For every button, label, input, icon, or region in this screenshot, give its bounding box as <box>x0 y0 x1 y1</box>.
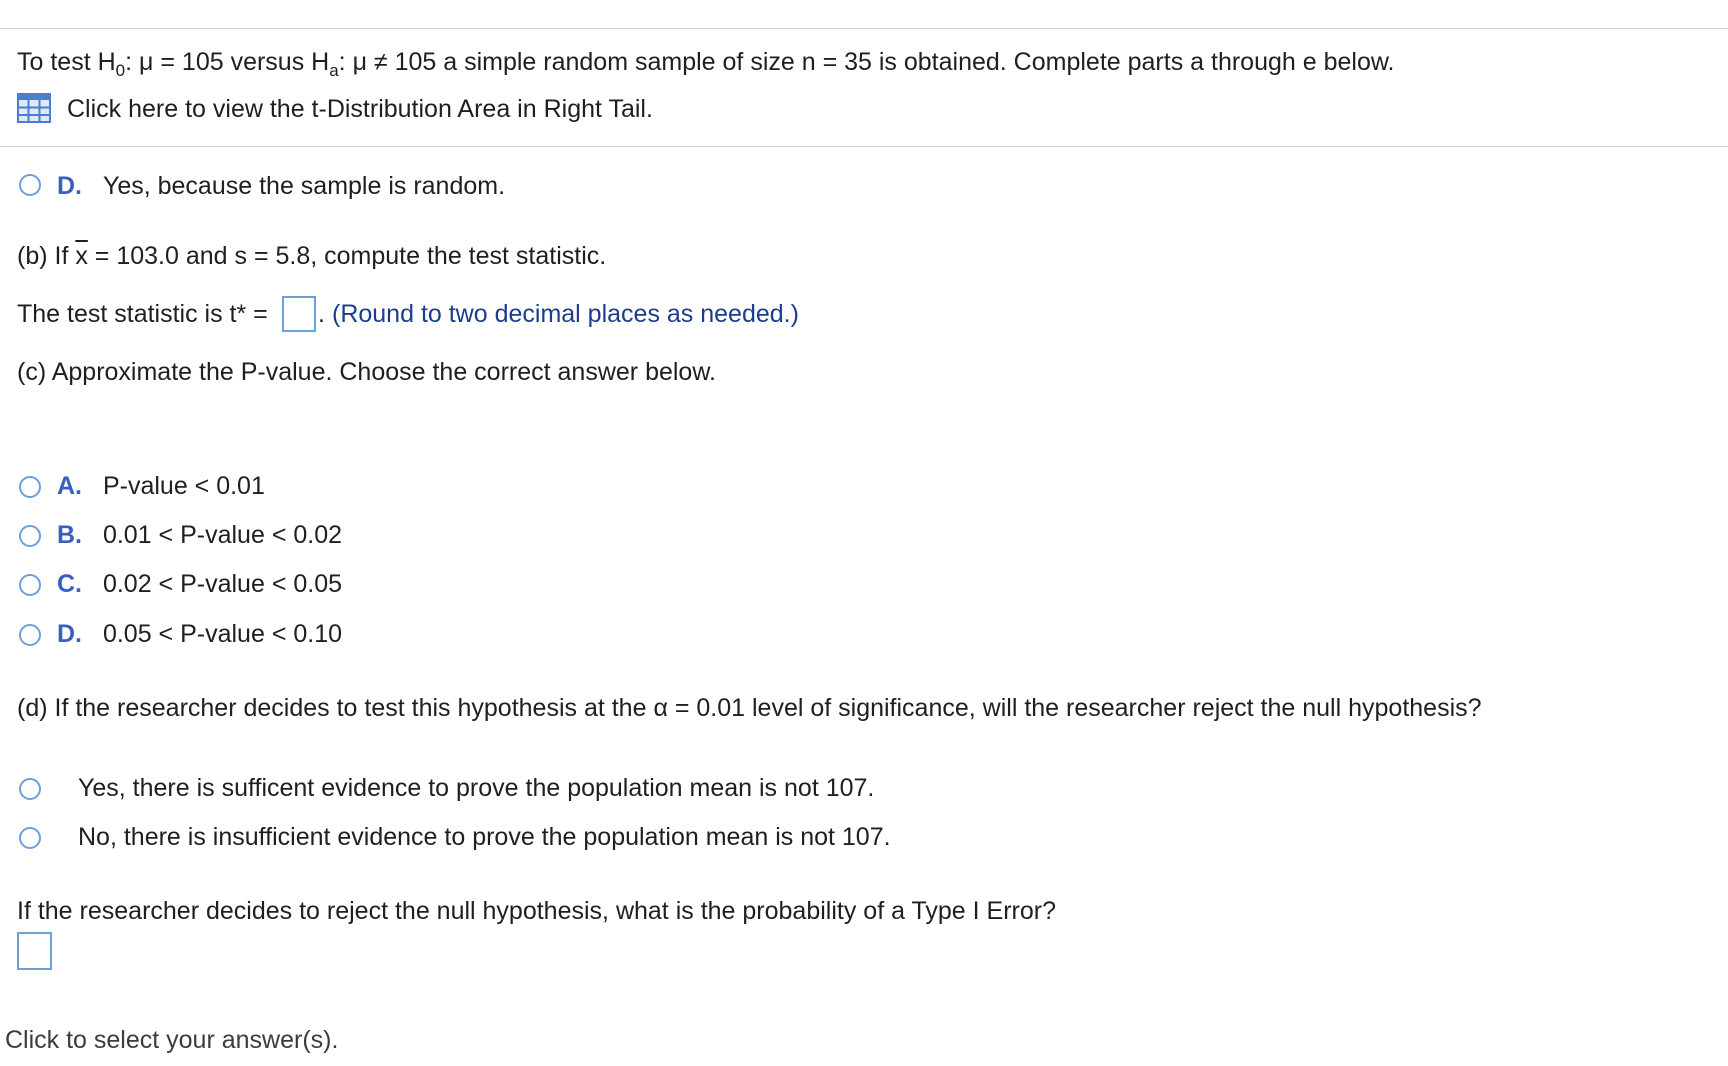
table-grid-icon <box>17 93 51 123</box>
part-c-option-c-radio[interactable] <box>19 574 41 596</box>
part-d-yes-option[interactable]: Yes, there is sufficent evidence to prove the population mean is not 107. <box>78 774 875 802</box>
test-statistic-label: The test statistic is t* = <box>17 300 268 328</box>
question-intro: To test $H_0$: μ = 105 versus $H_a$: μ ≠ 105 a simple random sample of size n = 35 is obtained. Complete parts a through e below. <box>17 48 1395 80</box>
status-message: Click to select your answer(s). <box>5 1026 339 1054</box>
part-c-option-d[interactable]: D. 0.05 < P-value < 0.10 <box>57 620 343 648</box>
part-c-option-a-radio[interactable] <box>19 476 41 498</box>
rounding-hint: (Round to two decimal places as needed.) <box>332 300 799 328</box>
test-statistic-suffix: . <box>318 300 325 328</box>
part-c-option-c[interactable]: C. 0.02 < P-value < 0.05 <box>57 570 343 598</box>
top-divider <box>0 28 1728 29</box>
part-a-option-d[interactable]: D. Yes, because the sample is random. <box>57 172 506 200</box>
part-c-option-a[interactable]: A. P-value < 0.01 <box>57 472 265 500</box>
part-a-option-d-radio[interactable] <box>19 174 41 196</box>
part-b-prompt: (b) If $\overline{x} = 103.0$ and s = 5.8, compute the test statistic. <box>17 242 607 270</box>
scroll-top-divider <box>0 146 1728 147</box>
part-d-yes-radio[interactable] <box>19 778 41 800</box>
table-link-label[interactable]: Click here to view the t-Distribution Area in Right Tail. <box>67 95 653 123</box>
part-c-option-b[interactable]: B. 0.01 < P-value < 0.02 <box>57 521 343 549</box>
type-one-error-input[interactable] <box>17 932 52 970</box>
part-d-no-radio[interactable] <box>19 827 41 849</box>
type-one-error-prompt: If the researcher decides to reject the null hypothesis, what is the probability of a Type I Error? <box>17 897 1056 925</box>
part-c-prompt: (c) Approximate the P-value. Choose the correct answer below. <box>17 358 716 386</box>
part-c-option-b-radio[interactable] <box>19 525 41 547</box>
test-statistic-input[interactable] <box>282 296 316 332</box>
part-d-prompt: (d) If the researcher decides to test this hypothesis at the α = 0.01 level of significance, will the researcher reject the null hypothesis? <box>17 694 1482 722</box>
part-d-no-option[interactable]: No, there is insufficient evidence to prove the population mean is not 107. <box>78 823 891 851</box>
part-c-option-d-radio[interactable] <box>19 624 41 646</box>
